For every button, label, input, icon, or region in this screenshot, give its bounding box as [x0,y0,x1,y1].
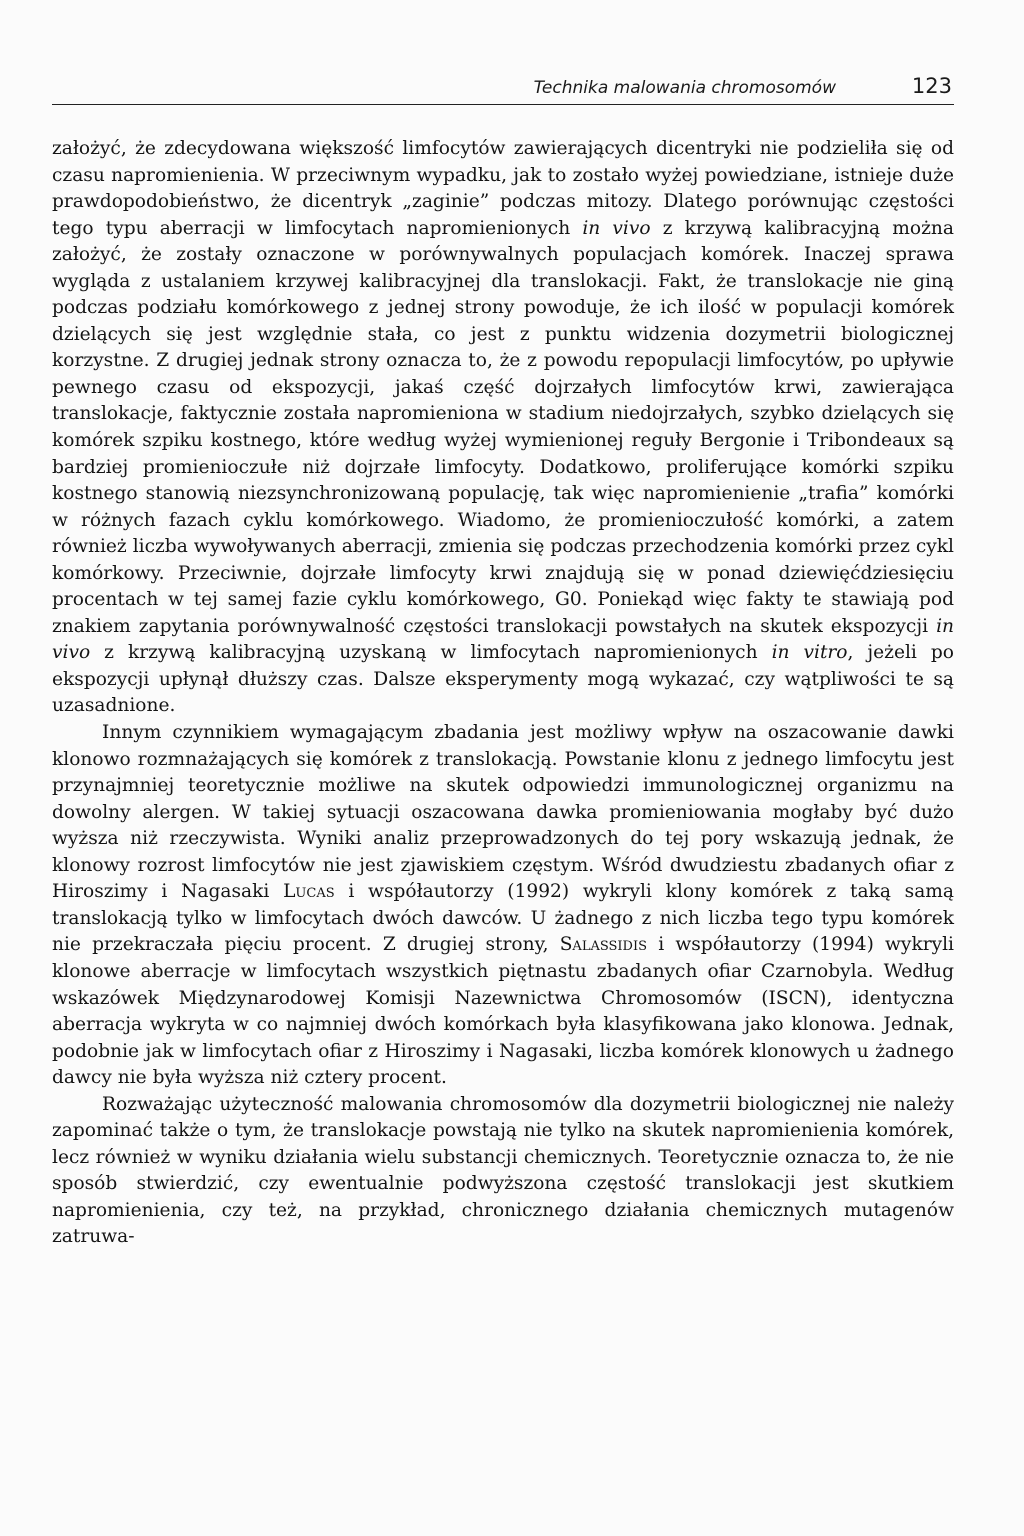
page-number: 123 [911,74,952,98]
author-name-lucas: Lucas [283,881,335,903]
paragraph-2-text-2: i współautorzy (1992) wykryli klony komórek z taką samą translokacją tylko w limfocytach dwóch dawców. U żadnego z nich liczba tego typu komórek nie przekraczała pięciu procent. Z drugiej strony, [52,881,955,956]
paragraph-1-text-3: z krzywą kalibracyjną uzyskaną w limfocytach napromienionych [90,642,772,664]
paragraph-1-italic-1: in vivo [582,217,651,239]
paragraph-1-text-2: z krzywą kalibracyjną można założyć, że zostały oznaczone w porównywalnych populacjach komórek. Inaczej sprawa wygląda z ustalaniem krzywej kalibracyjnej dla translokacji. Fakt, że translokacje nie giną podczas podziału komórkowego z jednej strony powoduje, że ich ilość w populacji komórek dzielących się jest względnie stała, co jest z punktu widzenia dozymetrii biologicznej korzystne. Z drugiej jednak strony oznacza to, że z powodu repopulacji limfocytów, po upływie pewnego czasu od ekspozycji, jakaś część dojrzałych limfocytów krwi, zawierająca translokacje, faktycznie została napromieniona w stadium niedojrzałych, szybko dzielących się komórek szpiku kostnego, które według wyżej wymienionej reguły Bergonie i Tribondeaux są bardziej promienioczułe niż dojrzałe limfocyty. Dodatkowo, proliferujące komórki szpiku kostnego stanowią niezsynchronizowaną populację, tak więc napromienienie „trafia” komórki w różnych fazach cyklu komórkowego. Wiadomo, że promienioczułość komórki, a zatem również liczba wywoływanych aberracji, zmienia się podczas przechodzenia komórki przez cykl komórkowy. Przeciwnie, dojrzałe limfocyty krwi znajdują się w ponad dziewięćdziesięciu procentach w tej samej fazie cyklu komórkowego, G0. Poniekąd więc fakty te stawiają pod znakiem zapytania porównywalność częstości translokacji powstałych na skutek ekspozycji [52,217,954,637]
running-title: Technika malowania chromosomów [533,78,836,98]
author-name-salassidis: Salassidis [559,934,648,956]
paragraph-3-text-1: Rozważając użyteczność malowania chromosomów dla dozymetrii biologicznej nie należy zapominać także o tym, że translokacje powstają nie tylko na skutek napromienienia komórek, lecz również w wyniku działania wielu substancji chemicznych. Teoretycznie oznacza to, że nie sposób stwierdzić, czy ewentualnie podwyższona częstość translokacji jest skutkiem napromienienia, czy też, na przykład, chronicznego działania chemicznych mutagenów zatruwa- [52,1093,954,1248]
paragraph-1-italic-2: in vivo [52,615,954,664]
paragraph-2 [52,720,954,1092]
paragraph-1-italic-3: in vitro [771,642,848,664]
paragraph-2-text-3: i współautorzy (1994) wykryli klonowe aberracje w limfocytach wszystkich piętnastu zbadanych ofiar Czarnobyla. Według wskazówek Międzynarodowej Komisji Nazewnictwa Chromosomów (ISCN), identyczna aberracja wykryta w co najmniej dwóch komórkach była klasyfikowana jako klonowa. Jednak, podobnie jak w limfocytach ofiar z Hiroszimy i Nagasaki, liczba komórek klonowych u żadnego dawcy nie była wyższa niż cztery procent. [52,934,954,1089]
body-text [52,136,954,1251]
running-header [52,74,954,105]
paragraph-3 [52,1092,954,1251]
paragraph-2-text-1: Innym czynnikiem wymagającym zbadania jest możliwy wpływ na oszacowanie dawki klonowo rozmnażających się komórek z translokacją. Powstanie klonu z jednego limfocytu jest przynajmniej teoretycznie możliwe na skutek odpowiedzi immunologicznej organizmu na dowolny alergen. W takiej sytuacji oszacowana dawka promieniowania mogłaby być dużo wyższa niż rzeczywista. Wyniki analiz przeprowadzonych do tej pory wskazują jednak, że klonowy rozrost limfocytów nie jest zjawiskiem częstym. Wśród dwudziestu zbadanych ofiar z Hiroszimy i Nagasaki [52,722,954,903]
paragraph-1-text-4: , jeżeli po ekspozycji upłynął dłuższy czas. Dalsze eksperymenty mogą wykazać, czy wątpliwości te są uzasadnione. [52,642,954,717]
paragraph-1 [52,136,954,720]
paragraph-1-text-1: założyć, że zdecydowana większość limfocytów zawierających dicentryki nie podzieliła się od czasu napromienienia. W przeciwnym wypadku, jak to zostało wyżej powiedziane, istnieje duże prawdopodobieństwo, że dicentryk „zaginie” podczas mitozy. Dlatego porównując częstości tego typu aberracji w limfocytach napromienionych [52,138,954,239]
